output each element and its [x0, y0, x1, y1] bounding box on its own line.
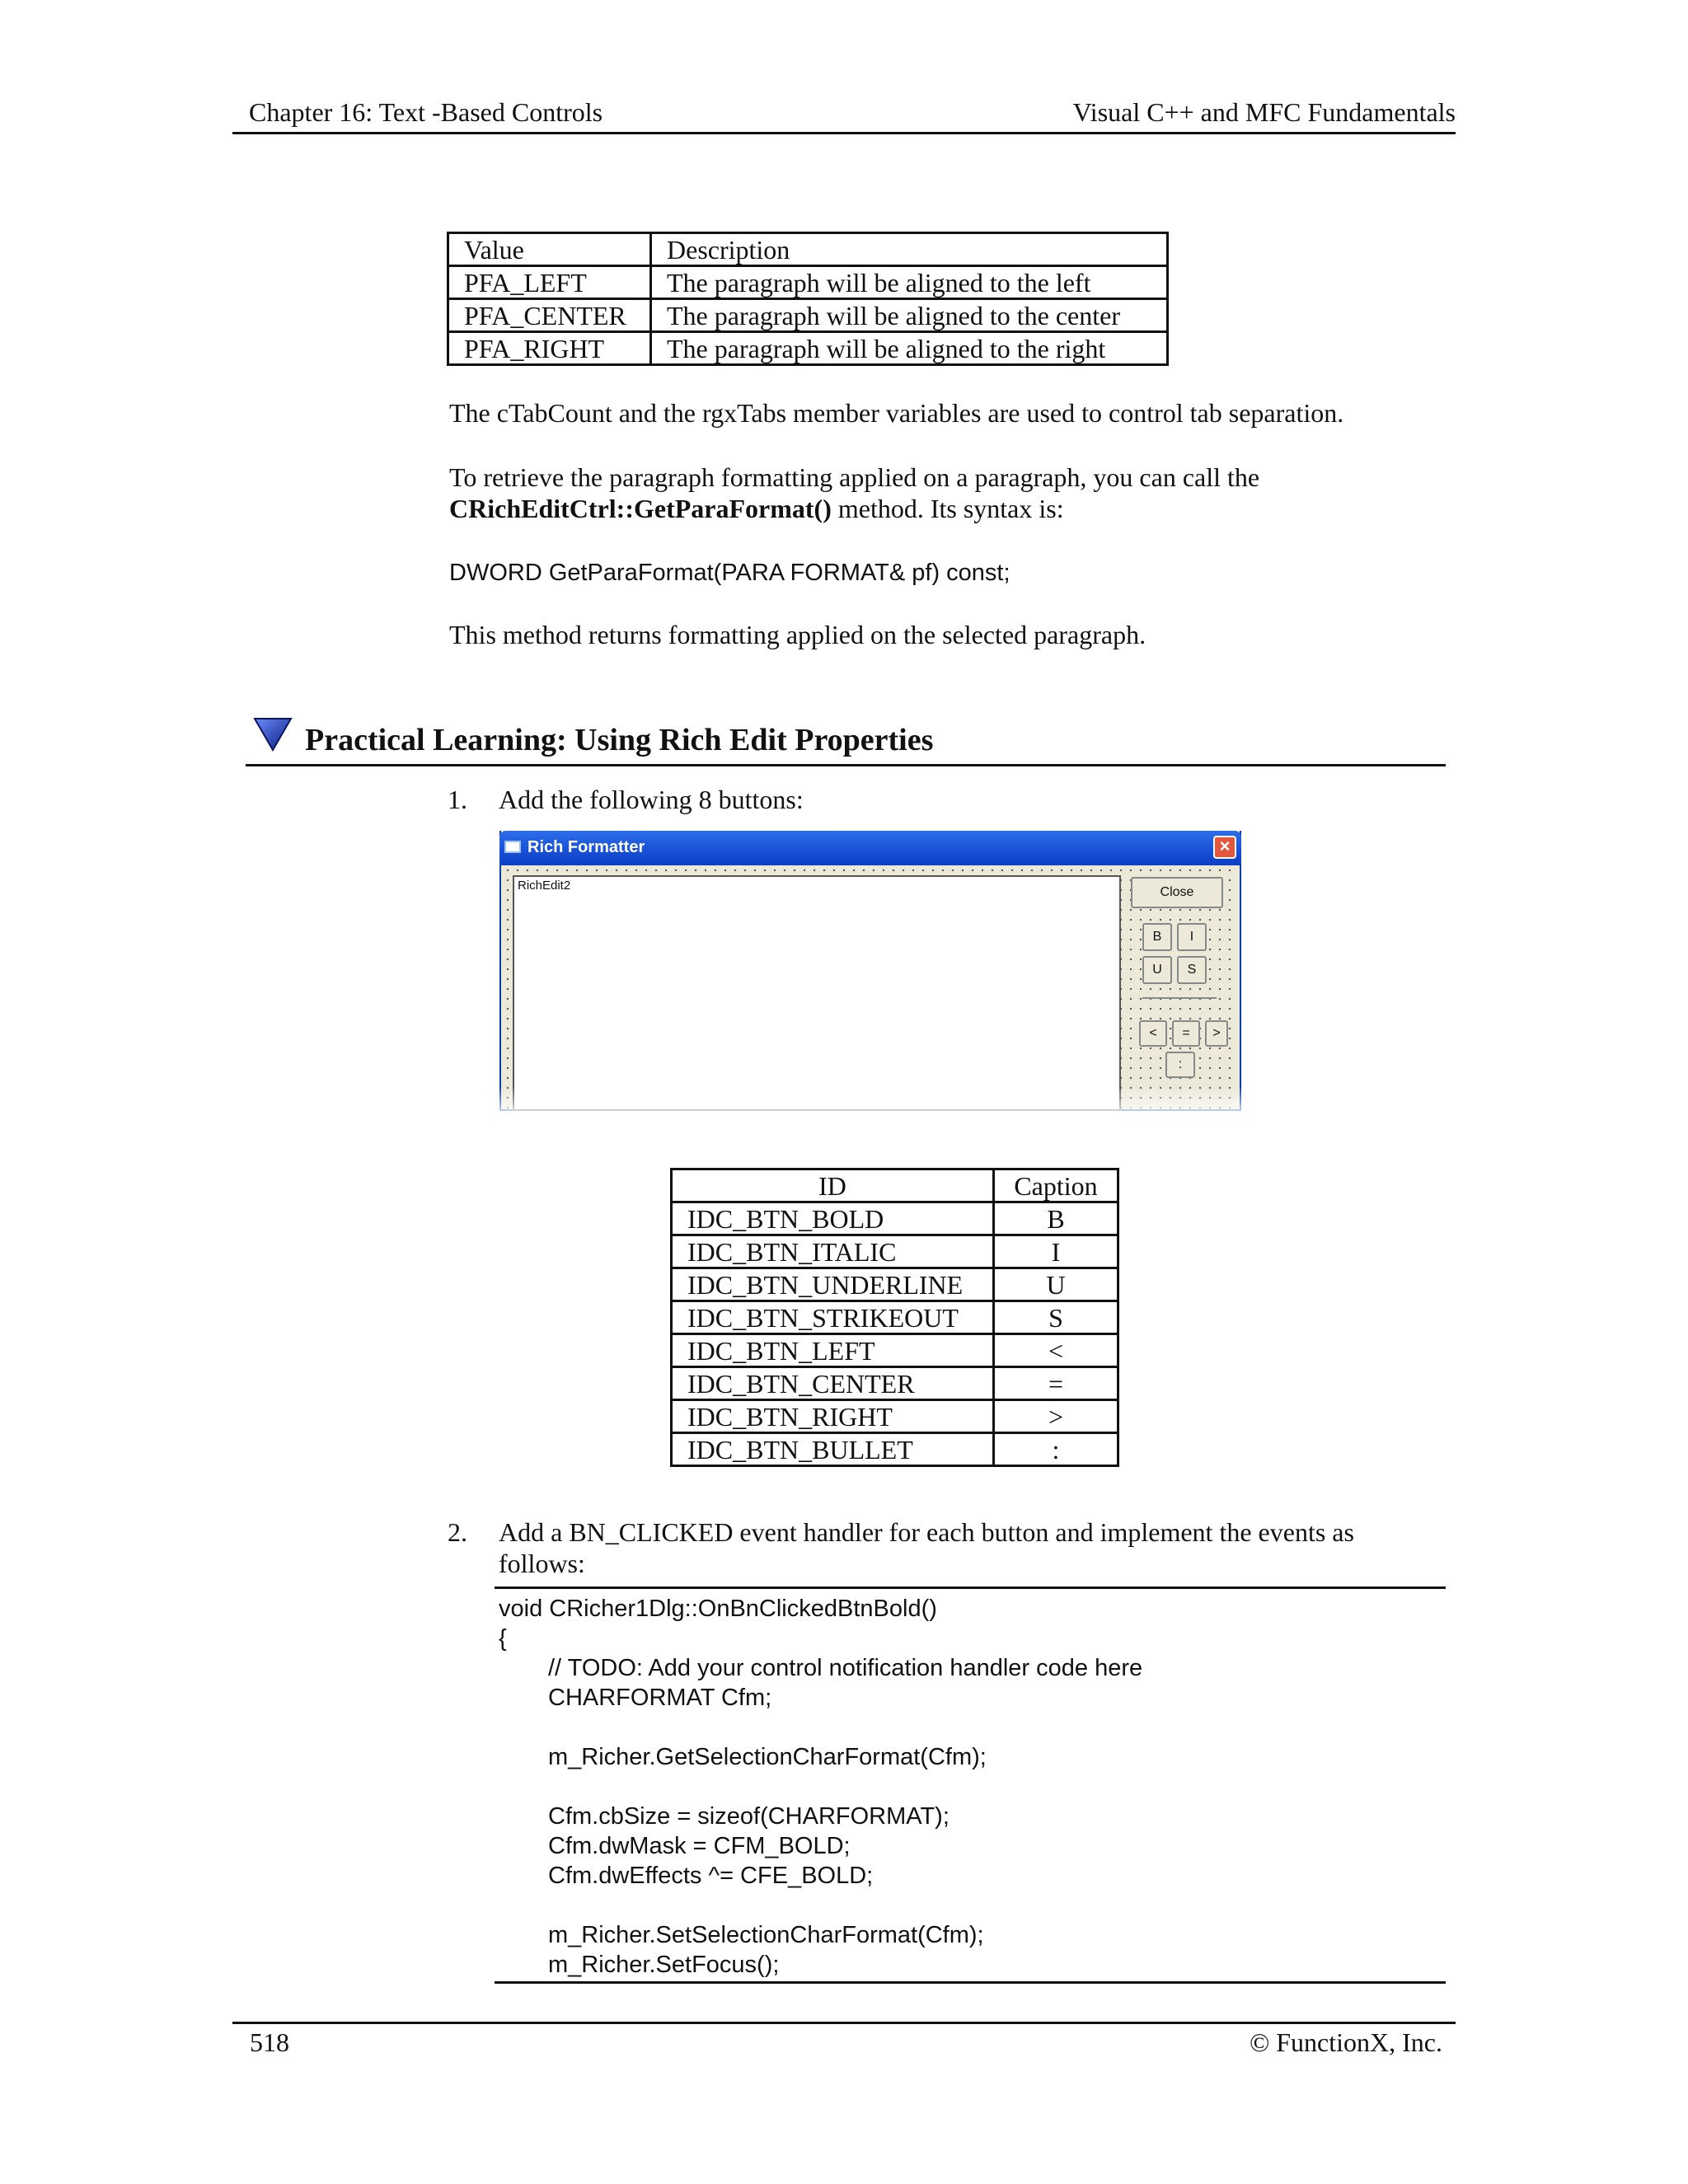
table-row — [672, 1400, 1118, 1433]
page-number: 518 — [250, 2027, 289, 2057]
bold-button[interactable]: B — [1142, 923, 1172, 951]
table-row — [448, 266, 1168, 299]
table-header-row — [672, 1169, 1118, 1202]
screenshot-fade — [495, 1086, 1246, 1119]
paragraph-return-info: This method returns formatting applied on the selected paragraph. — [449, 620, 1146, 649]
table-cell: I — [994, 1235, 1118, 1268]
step-text: Add the following 8 buttons: — [499, 785, 804, 814]
window-icon — [504, 841, 521, 853]
underline-button[interactable]: U — [1142, 956, 1172, 984]
table-header-cell: ID — [672, 1169, 994, 1202]
button-id-table — [670, 1168, 1119, 1467]
table-cell: IDC_BTN_LEFT — [672, 1334, 994, 1367]
table-row — [672, 1301, 1118, 1334]
table-cell: IDC_BTN_ITALIC — [672, 1235, 994, 1268]
table-row — [672, 1334, 1118, 1367]
step-text-line: follows: — [499, 1549, 585, 1578]
code-line: Cfm.dwMask = CFM_BOLD; — [548, 1833, 851, 1859]
code-rule-top — [495, 1586, 1446, 1589]
strikeout-button[interactable]: S — [1177, 956, 1207, 984]
table-row — [448, 332, 1168, 365]
table-cell: The paragraph will be aligned to the left — [651, 266, 1168, 299]
section-rule — [246, 764, 1446, 766]
table-cell: S — [994, 1301, 1118, 1334]
code-line: CHARFORMAT Cfm; — [548, 1685, 772, 1711]
align-center-button[interactable]: = — [1172, 1020, 1200, 1047]
table-header-row — [448, 233, 1168, 266]
copyright: © FunctionX, Inc. — [1249, 2027, 1442, 2057]
header-rule — [232, 132, 1456, 134]
table-cell: B — [994, 1202, 1118, 1235]
step-text — [499, 1516, 1354, 1579]
footer-rule — [232, 2022, 1456, 2024]
running-header-chapter: Chapter 16: Text -Based Controls — [249, 97, 603, 127]
section-title: Practical Learning: Using Rich Edit Properties — [305, 723, 934, 757]
table-cell: U — [994, 1268, 1118, 1301]
method-syntax: DWORD GetParaFormat(PARA FORMAT& pf) const; — [449, 560, 1010, 586]
table-header-cell: Description — [651, 233, 1168, 266]
table-cell: The paragraph will be aligned to the right — [651, 332, 1168, 365]
code-rule-bottom — [495, 1981, 1446, 1984]
paragraph-retrieve-format — [449, 462, 1259, 524]
table-cell: IDC_BTN_RIGHT — [672, 1400, 994, 1433]
table-cell: IDC_BTN_STRIKEOUT — [672, 1301, 994, 1334]
group-divider — [1142, 997, 1217, 999]
code-line: { — [499, 1625, 507, 1652]
align-left-button[interactable]: < — [1139, 1020, 1167, 1047]
code-line: m_Richer.SetSelectionCharFormat(Cfm); — [548, 1922, 984, 1948]
table-row — [448, 299, 1168, 332]
code-line: Cfm.cbSize = sizeof(CHARFORMAT); — [548, 1803, 950, 1830]
table-cell: IDC_BTN_UNDERLINE — [672, 1268, 994, 1301]
align-right-button[interactable]: > — [1205, 1020, 1228, 1047]
paragraph-text: method. Its syntax is: — [831, 494, 1064, 523]
close-icon[interactable]: × — [1213, 836, 1236, 859]
code-line: Cfm.dwEffects ^= CFE_BOLD; — [548, 1863, 874, 1889]
table-cell: PFA_RIGHT — [448, 332, 651, 365]
running-header-book: Visual C++ and MFC Fundamentals — [1072, 97, 1456, 127]
paragraph-tab-separation: The cTabCount and the rgxTabs member variables are used to control tab separation. — [449, 398, 1344, 428]
paragraph-alignment-table — [447, 232, 1169, 366]
dialog-title: Rich Formatter — [528, 838, 645, 856]
dialog-button-panel — [1131, 875, 1230, 1114]
step-text-line: Add a BN_CLICKED event handler for each button and implement the events as — [499, 1517, 1354, 1547]
bullet-button[interactable]: : — [1165, 1052, 1195, 1078]
table-cell: The paragraph will be aligned to the center — [651, 299, 1168, 332]
table-cell: IDC_BTN_CENTER — [672, 1367, 994, 1400]
table-cell: > — [994, 1400, 1118, 1433]
table-cell: < — [994, 1334, 1118, 1367]
code-line: m_Richer.GetSelectionCharFormat(Cfm); — [548, 1744, 987, 1770]
table-cell: IDC_BTN_BOLD — [672, 1202, 994, 1235]
paragraph-text: To retrieve the paragraph formatting applied on a paragraph, you can call the — [449, 462, 1260, 492]
dialog-title-bar — [499, 831, 1241, 865]
table-cell: IDC_BTN_BULLET — [672, 1433, 994, 1466]
table-cell: = — [994, 1367, 1118, 1400]
code-line: void CRicher1Dlg::OnBnClickedBtnBold() — [499, 1596, 937, 1622]
table-cell: PFA_CENTER — [448, 299, 651, 332]
table-row — [672, 1268, 1118, 1301]
code-line: // TODO: Add your control notification handler code here — [548, 1655, 1143, 1681]
method-name: CRichEditCtrl::GetParaFormat() — [449, 494, 832, 523]
table-header-cell: Value — [448, 233, 651, 266]
table-header-cell: Caption — [994, 1169, 1118, 1202]
step-number: 1. — [448, 785, 467, 814]
table-row — [672, 1367, 1118, 1400]
down-triangle-icon — [252, 714, 293, 753]
table-cell: : — [994, 1433, 1118, 1466]
table-cell: PFA_LEFT — [448, 266, 651, 299]
rich-edit-control[interactable] — [513, 875, 1121, 1111]
close-button[interactable]: Close — [1131, 877, 1223, 908]
table-row — [672, 1235, 1118, 1268]
table-row — [672, 1202, 1118, 1235]
table-row — [672, 1433, 1118, 1466]
step-number: 2. — [448, 1517, 467, 1547]
code-line: m_Richer.SetFocus(); — [548, 1952, 780, 1978]
italic-button[interactable]: I — [1177, 923, 1207, 951]
rich-edit-label: RichEdit2 — [518, 879, 571, 893]
